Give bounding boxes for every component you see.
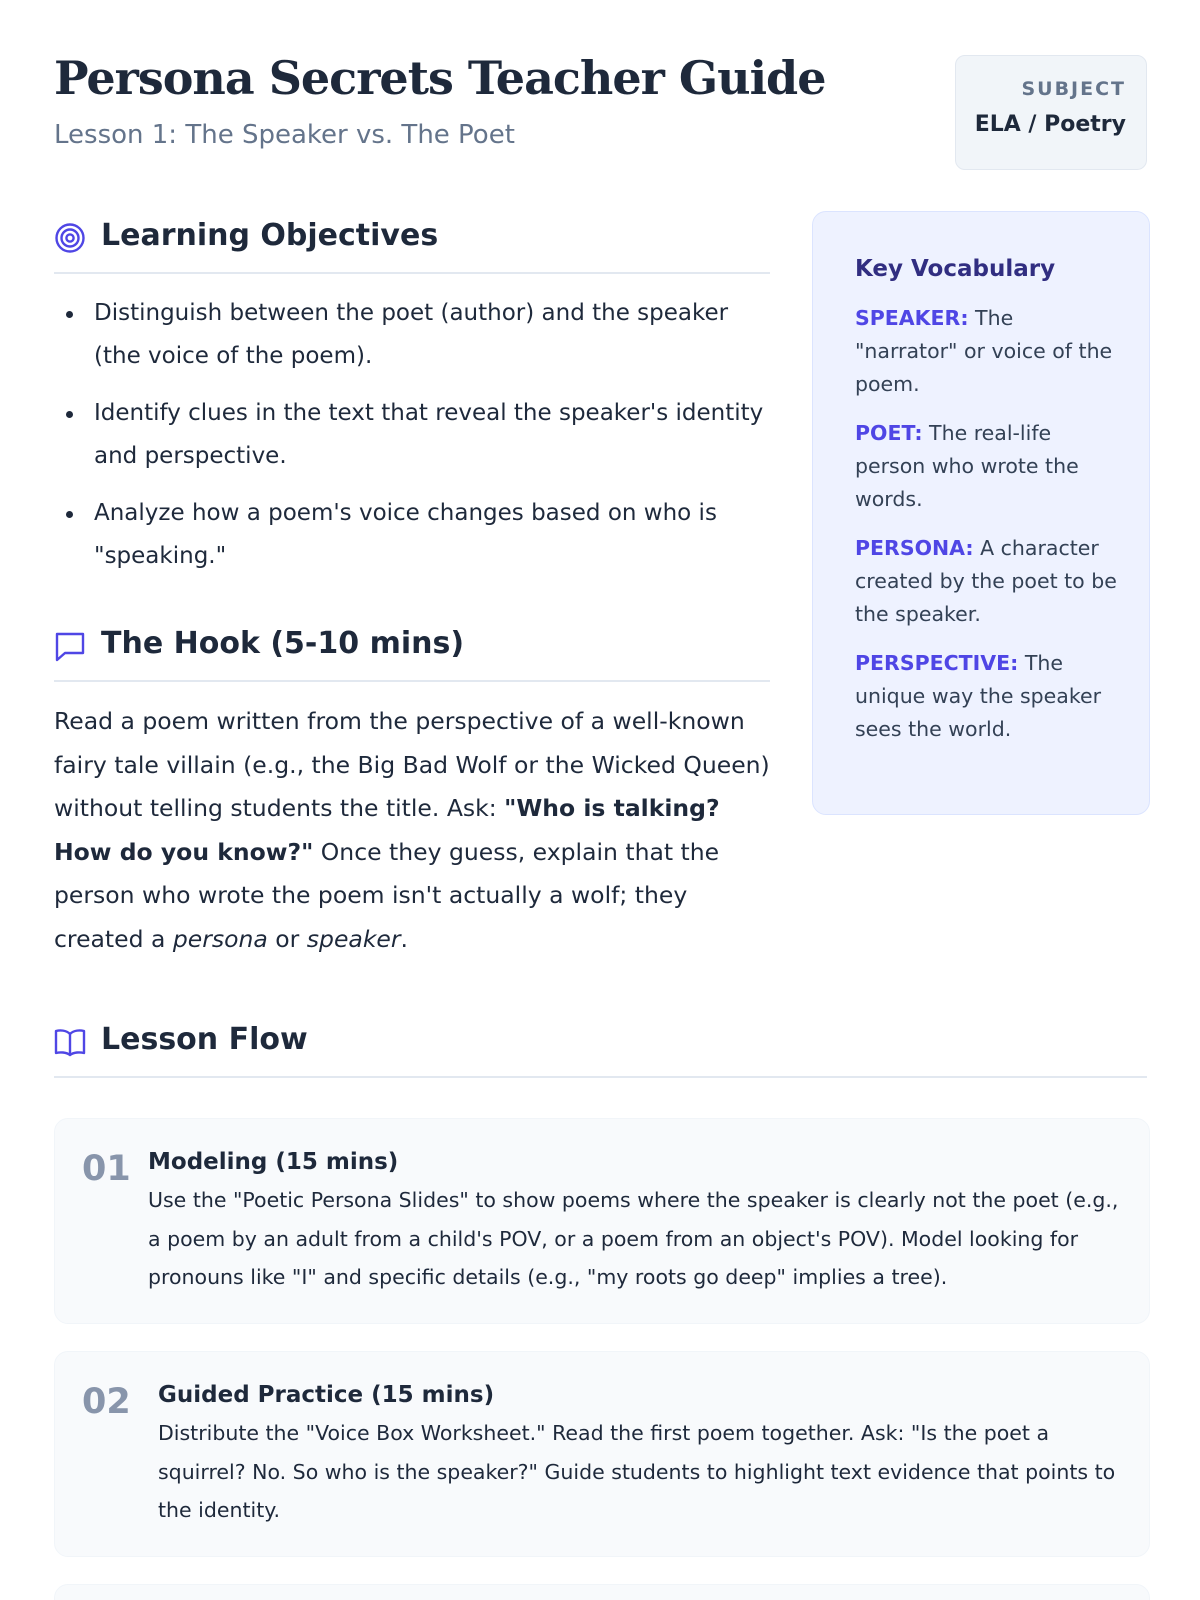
subject-label: SUBJECT bbox=[1021, 78, 1126, 100]
hook-heading: The Hook (5-10 mins) bbox=[101, 626, 465, 661]
target-icon bbox=[54, 222, 86, 254]
vocabulary-title: Key Vocabulary bbox=[855, 256, 1056, 282]
lesson-step-card bbox=[54, 1118, 1150, 1324]
vocabulary-panel bbox=[812, 211, 1150, 815]
speech-bubble-icon bbox=[54, 630, 86, 662]
term-persona: persona bbox=[172, 924, 268, 953]
lesson-flow-header bbox=[54, 1016, 1147, 1078]
vocab-item-perspective: PERSPECTIVE: The unique way the speaker sees the world. bbox=[855, 651, 1101, 741]
step-title: Guided Practice (15 mins) bbox=[158, 1382, 495, 1408]
step-number: 01 bbox=[82, 1149, 131, 1189]
objective-item: Analyze how a poem's voice changes based on who is "speaking." bbox=[66, 492, 778, 578]
lesson-step-card bbox=[54, 1584, 1150, 1600]
vocab-item-poet: POET: The real-life person who wrote the words. bbox=[855, 421, 1079, 511]
hook-paragraph: Read a poem written from the perspective of a well-known fairy tale villain (e.g., the Big Bad Wolf or the Wicked Queen) without telling students the title. Ask: "Who is talking? How do you know?" Once they guess, explain that the person who wrote the poem isn't actually a wolf; they created a persona or speaker. bbox=[54, 707, 770, 953]
vocab-item-speaker: SPEAKER: The "narrator" or voice of the poem. bbox=[855, 306, 1113, 396]
step-title: Modeling (15 mins) bbox=[148, 1149, 399, 1175]
page-subtitle: Lesson 1: The Speaker vs. The Poet bbox=[54, 120, 515, 150]
lesson-flow-heading: Lesson Flow bbox=[101, 1022, 308, 1057]
open-book-icon bbox=[54, 1026, 86, 1058]
objective-item: Identify clues in the text that reveal the speaker's identity and perspective. bbox=[66, 392, 778, 478]
vocab-item-persona: PERSONA: A character created by the poet to be the speaker. bbox=[855, 536, 1117, 626]
objective-item: Distinguish between the poet (author) and the speaker (the voice of the poem). bbox=[66, 292, 778, 378]
subject-badge bbox=[955, 55, 1147, 170]
subject-value: ELA / Poetry bbox=[974, 112, 1126, 137]
lesson-step-card bbox=[54, 1351, 1150, 1557]
objectives-header bbox=[54, 212, 770, 274]
step-description: Distribute the "Voice Box Worksheet." Read the first poem together. Ask: "Is the poet a squirrel? No. So who is the speaker?" Guide students to highlight text evidence that points to the identity. bbox=[158, 1421, 1116, 1522]
term-speaker: speaker bbox=[306, 924, 401, 953]
objectives-list bbox=[66, 292, 778, 592]
objectives-heading: Learning Objectives bbox=[101, 218, 439, 253]
hook-header bbox=[54, 620, 770, 682]
step-number: 02 bbox=[82, 1382, 131, 1422]
hook-question: "Who is talking? How do you know?" bbox=[54, 794, 720, 866]
step-description: Use the "Poetic Persona Slides" to show poems where the speaker is clearly not the poet (e.g., a poem by an adult from a child's POV, or a poem from an object's POV). Model looking for pronouns like "I" and specific details (e.g., "my roots go deep" implies a tree). bbox=[148, 1188, 1119, 1289]
page-title: Persona Secrets Teacher Guide bbox=[54, 51, 826, 105]
